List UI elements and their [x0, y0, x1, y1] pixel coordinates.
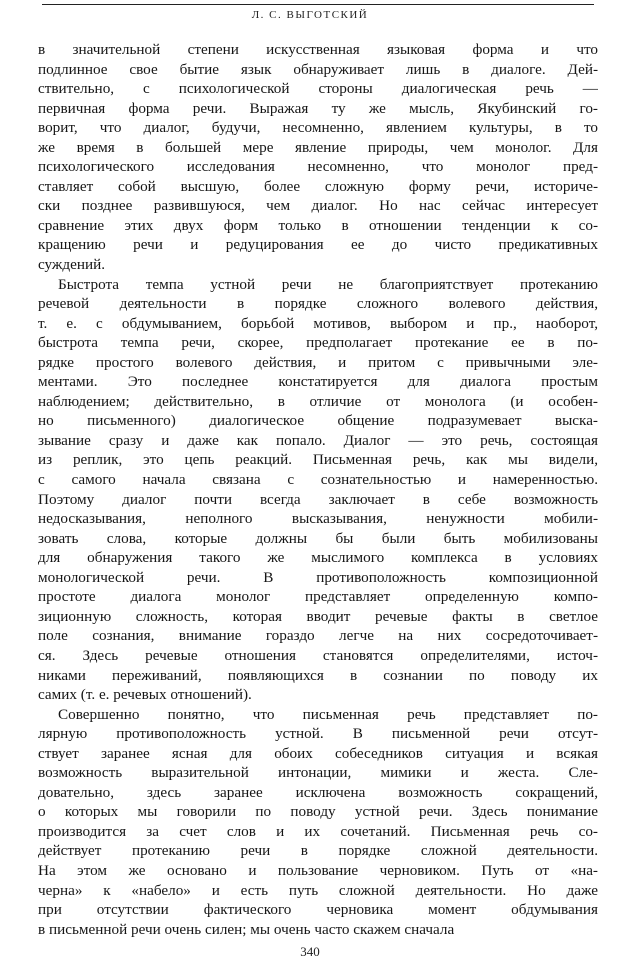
text-line: но письменного) диалогическое общение подразумевает выска- — [38, 412, 598, 430]
text-line: быстрота темпа речи, скорее, предполагает протекание ее в по- — [38, 334, 598, 352]
text-line: ворит, что диалог, будучи, несомненно, явлением культуры, в то — [38, 119, 598, 137]
text-line: с самого начала связана с сознательностью и намеренностью. — [38, 471, 598, 489]
text-line: зывание сразу и даже как попало. Диалог — это речь, состоящая — [38, 431, 598, 449]
text-line: поле сознания, внимание гораздо легче на них сосредоточивает- — [38, 627, 598, 645]
text-line: действует протеканию речи в порядке сложной деятельности. — [38, 842, 598, 860]
text-line: сравнение этих двух форм только в отношении тенденции к со- — [38, 216, 598, 234]
text-line: кращению речи и редуцирования ее до чисто предикативных — [38, 236, 598, 254]
text-line: для обнаружения такого же мыслимого комплекса в условиях — [38, 549, 598, 567]
text-line: при отсутствии фактического черновика момент обдумывания — [38, 901, 598, 919]
paragraph — [38, 40, 598, 275]
text-line: простоте диалога монолог представляет определенную компо- — [38, 588, 598, 606]
text-line: психологического исследования несомненно, что монолог пред- — [38, 158, 598, 176]
text-line: производится за счет слов и их сочетаний. Письменная речь со- — [38, 822, 598, 840]
text-line: недосказывания, неполного высказывания, ненужности мобили- — [38, 510, 598, 528]
text-line: суждений. — [38, 256, 106, 274]
text-line: в письменной речи очень силен; мы очень часто скажем сначала — [38, 920, 455, 938]
text-line: самих (т. е. речевых отношений). — [38, 686, 252, 704]
text-line: т. е. с обдумыванием, борьбой мотивов, выбором и пр., наоборот, — [38, 314, 598, 332]
text-line: ствительно, с психологической стороны диалогическая речь — — [38, 80, 598, 98]
text-line: ски позднее развившуюся, чем диалог. Но нас сейчас интересует — [38, 197, 598, 215]
text-line: черна» к «набело» и есть путь сложной деятельности. Но даже — [38, 881, 598, 899]
text-line: о которых мы говорили по поводу устной речи. Здесь понимание — [38, 803, 598, 821]
text-line: зовать слова, которые должны бы были быть мобилизованы — [38, 529, 598, 547]
text-line: ставляет собой высшую, более сложную форму речи, историче- — [38, 177, 598, 195]
text-line: из реплик, это цепь реакций. Письменная речь, как мы видели, — [38, 451, 598, 469]
text-line: зиционную сложность, которая вводит речевые факты в светлое — [38, 607, 598, 625]
text-line: ся. Здесь речевые отношения становятся определителями, источ- — [38, 646, 598, 664]
text-line: в значительной степени искусственная языковая форма и что — [38, 41, 598, 58]
body-text — [38, 40, 598, 939]
header-rule — [42, 4, 594, 5]
text-line: монологической речи. В противоположность композиционной — [38, 568, 598, 586]
text-line: первичная форма речи. Выражая ту же мысль, Якубинский го- — [38, 99, 598, 117]
text-line: возможность выразительной интонации, мимики и жеста. Сле- — [38, 764, 598, 782]
text-line: лярную противоположность устной. В письменной речи отсут- — [38, 725, 598, 743]
paragraph — [38, 705, 598, 940]
text-line: ствует заранее ясная для обоих собеседников ситуация и всякая — [38, 744, 598, 762]
running-head: Л. С. ВЫГОТСКИЙ — [251, 9, 369, 21]
text-line: рядке простого волевого действия, и притом с привычными эле- — [38, 353, 598, 371]
text-line: ментами. Это последнее констатируется для диалога простым — [38, 373, 598, 391]
text-line: Совершенно понятно, что письменная речь представляет по- — [58, 705, 598, 723]
text-line: же время в большей мере явление природы, чем монолог. Для — [38, 138, 598, 156]
text-line: наблюдением; действительно, в отличие от монолога (и особен- — [38, 392, 598, 410]
text-line: Поэтому диалог почти всегда заключает в себе возможность — [38, 490, 598, 508]
text-line: подлинное свое бытие язык обнаруживает лишь в диалоге. Дей- — [38, 60, 598, 78]
text-line: На этом же основано и пользование черновиком. Путь от «на- — [38, 861, 598, 879]
page-number: 340 — [300, 944, 320, 959]
text-line: Быстрота темпа устной речи не благоприятствует протеканию — [58, 275, 598, 293]
text-line: никами переживаний, появляющихся в сознании по поводу их — [38, 666, 598, 684]
paragraph — [38, 275, 598, 705]
text-line: речевой деятельности в порядке сложного волевого действия, — [38, 295, 598, 313]
text-line: довательно, здесь заранее исключена возможность сокращений, — [38, 783, 598, 801]
